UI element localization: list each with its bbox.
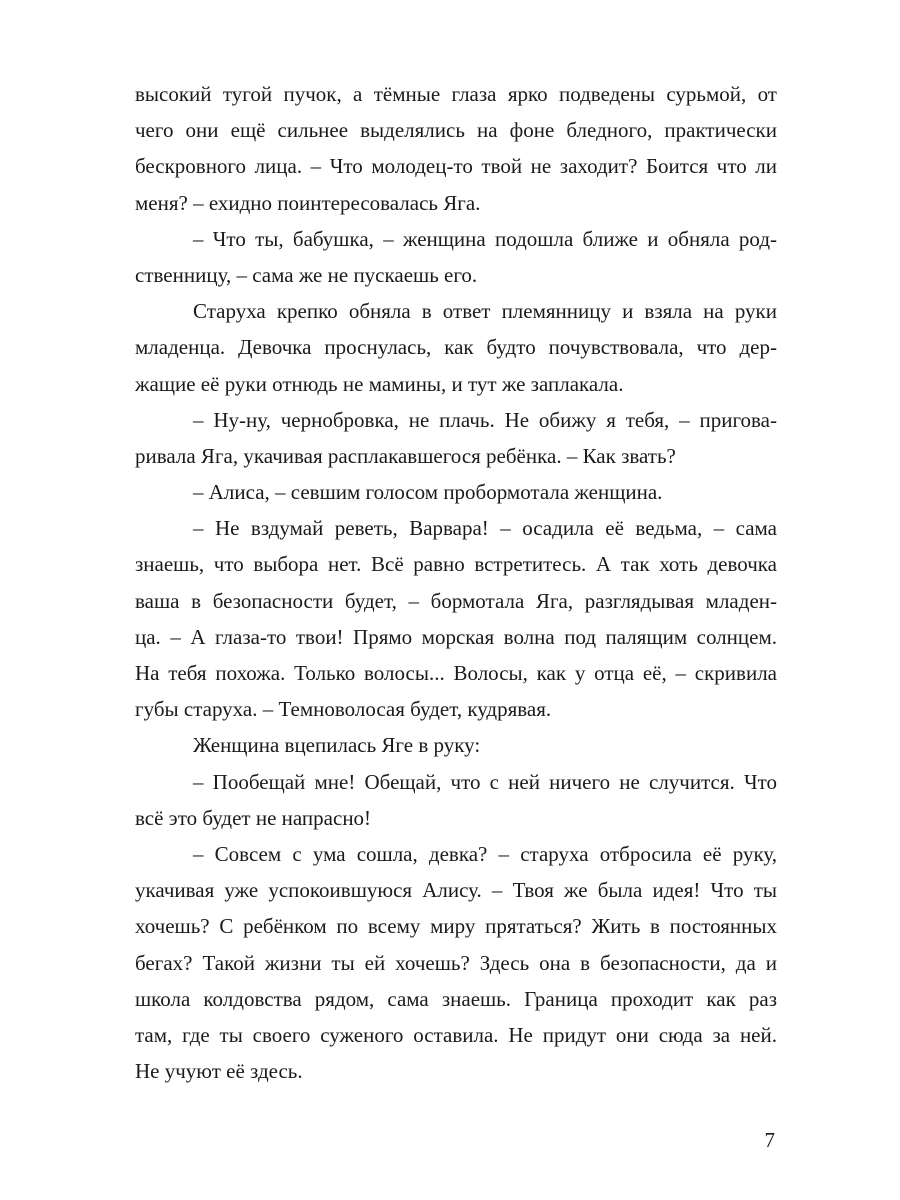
text-line: – Ну-ну, чернобровка, не плачь. Не обижу я тебя, – пригова- xyxy=(193,407,777,432)
text-line: – Совсем с ума сошла, девка? – старуха отбросила её руку, xyxy=(193,841,777,866)
text-line: укачивая уже успокоившуюся Алису. – Твоя же была идея! Что ты xyxy=(135,878,777,903)
text-line: жащие её руки отнюдь не мамины, и тут же заплакала. xyxy=(135,371,624,396)
text-line: там, где ты своего суженого оставила. Не придут они сюда за ней. xyxy=(135,1022,777,1047)
text-line: высокий тугой пучок, а тёмные глаза ярко подведены сурьмой, от xyxy=(135,82,777,106)
text-line: бегах? Такой жизни ты ей хочешь? Здесь она в безопасности, да и xyxy=(135,950,777,975)
text-line: ривала Яга, укачивая расплакавшегося ребёнка. – Как звать? xyxy=(135,443,676,468)
text-line: хочешь? С ребёнком по всему миру прятаться? Жить в постоянных xyxy=(135,914,777,939)
text-line: ственницу, – сама же не пускаешь его. xyxy=(135,262,478,287)
text-line: Женщина вцепилась Яге в руку: xyxy=(193,733,481,758)
text-line: – Что ты, бабушка, – женщина подошла ближе и обняла род- xyxy=(193,226,777,251)
text-line: ваша в безопасности будет, – бормотала Яга, разглядывая младен- xyxy=(135,588,777,613)
text-line: На тебя похожа. Только волосы... Волосы, как у отца её, – скривила xyxy=(135,661,777,685)
text-line: – Не вздумай реветь, Варвара! – осадила её ведьма, – сама xyxy=(193,516,777,541)
text-line: – Пообещай мне! Обещай, что с ней ничего не случится. Что xyxy=(193,769,777,794)
text-line: младенца. Девочка проснулась, как будто почувствовала, что дер- xyxy=(135,335,777,360)
text-line: губы старуха. – Темноволосая будет, кудрявая. xyxy=(135,697,552,722)
page-number: 7 xyxy=(764,1128,775,1152)
text-line: – Алиса, – севшим голосом пробормотала женщина. xyxy=(193,480,663,505)
text-line: бескровного лица. – Что молодец-то твой не заходит? Боится что ли xyxy=(135,154,777,179)
text-line: школа колдовства рядом, сама знаешь. Граница проходит как раз xyxy=(135,986,777,1011)
text-line: Не учуют её здесь. xyxy=(135,1059,303,1084)
text-line: знаешь, что выбора нет. Всё равно встретитесь. А так хоть девочка xyxy=(135,552,777,577)
text-line: Старуха крепко обняла в ответ племянницу и взяла на руки xyxy=(193,299,777,324)
text-line: меня? – ехидно поинтересовалась Яга. xyxy=(135,190,481,215)
text-line: всё это будет не напрасно! xyxy=(135,805,372,830)
body-text xyxy=(135,76,777,1089)
text-line: чего они ещё сильнее выделялись на фоне бледного, практически xyxy=(135,118,777,143)
text-line: ца. – А глаза-то твои! Прямо морская волна под палящим солнцем. xyxy=(135,624,777,649)
